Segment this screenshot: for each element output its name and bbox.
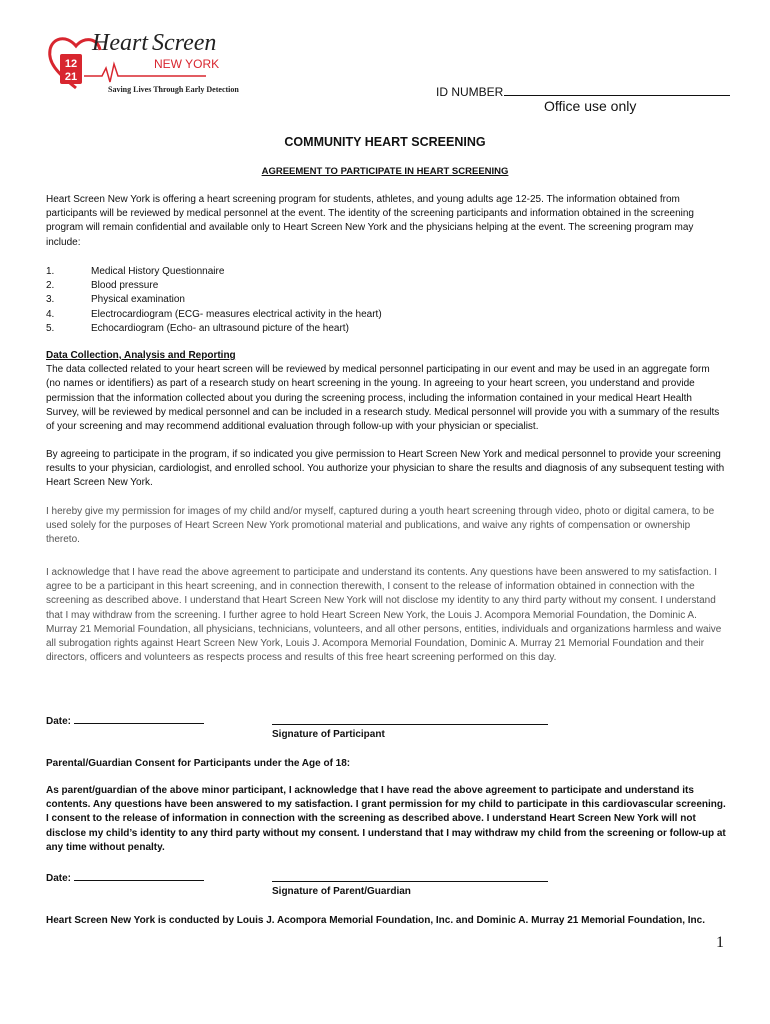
logo-graphic [46, 24, 242, 104]
id-number-row [436, 83, 730, 99]
data-collection-body: The data collected related to your heart screen will be reviewed by medical personnel participating in our event and may be used in an aggregate form (no names or identifiers) as part of a research study on heart screening in the young. In agreeing to your heart screen, you understand and provide permission that the information collected about you during the screening process, including the information contained in your medical Heart Health Survey, will be reviewed by medical personnel and can be included in a research study. Medical personnel will provide you with a summary of the results of your screening and may recommend additional evaluation through follow-up with your physician or specialist. [46, 364, 720, 433]
list-item: 3. Physical examination [46, 294, 185, 306]
logo-tagline-text: Saving Lives Through Early Detection [108, 85, 239, 94]
id-number-label: ID NUMBER [436, 85, 504, 99]
guardian-signature-label: Signature of Parent/Guardian [272, 886, 411, 897]
office-use-label: Office use only [544, 98, 637, 114]
page-number: 1 [716, 934, 724, 951]
logo-city-text: NEW YORK [154, 57, 220, 71]
guardian-date-label: Date: [46, 873, 72, 884]
participant-date-row [46, 713, 204, 727]
permission-paragraph: By agreeing to participate in the program, if so indicated you give permission to Heart Screen New York and medical personnel to provide your screening results to your physician, cardiologist, and enrolled school. You authorize your physician to share the results and diagnosis of any subsequent testing with Heart Screen New York. [46, 449, 725, 489]
list-item: 4. Electrocardiogram (ECG- measures electrical activity in the heart) [46, 308, 382, 320]
guardian-date-row [46, 870, 204, 884]
data-collection-section [46, 349, 726, 434]
badge-bottom-text: 21 [64, 71, 78, 83]
guardian-heading: Parental/Guardian Consent for Participants under the Age of 18: [46, 758, 351, 769]
guardian-paragraph: As parent/guardian of the above minor participant, I acknowledge that I have read the above agreement to participate and understand its contents. Any questions have been answered to my satisfaction. I grant permission for my child to participate in this cardiovascular screening. I consent to the release of information in connection with the screening as described above. I understand Heart Screen New York will not disclose my child’s identity to any third party without my consent. I understand that I may withdraw my child from the screening or follow-up at any time without penalty. [46, 785, 726, 853]
id-number-field[interactable] [504, 83, 730, 96]
media-permission-paragraph: I hereby give my permission for images of my child and/or myself, captured during a youth heart screening through video, photo or digital camera, to be used solely for the purposes of Heart Screen New York promotional material and publications, and waive any rights of compensation or ownership thereto. [46, 506, 715, 546]
acknowledgement-paragraph: I acknowledge that I have read the above agreement to participate and understand its contents. Any questions have been answered to my satisfaction. I agree to be a participant in this heart screening, and in connection therewith, I consent to the release of information obtained in connection with the screening as described above. I understand that Heart Screen New York will not disclose my identity to any third party without my consent. I understand that I may withdraw from the screening. I further agree to hold Heart Screen New York, the Louis J. Acompora Memorial Foundation, the Dominic A. Murray 21 Memorial Foundation, all physicians, technicians, volunteers, and all other persons, entities, individuals and organizations harmless and waive all subrogation rights against Heart Screen New York, Louis J. Acompora Memorial Foundation, Dominic A. Murray 21 Memorial Foundation and their directors, officers and volunteers as respects process and results of this free heart screening performed on this day. [46, 567, 722, 664]
logo-heart-text: Heart [92, 30, 148, 56]
intro-paragraph: Heart Screen New York is offering a heart screening program for students, athletes, and young adults age 12-25. The information obtained from participants will be reviewed by medical personnel at the event. The identity of the screening participants and information obtained in the screening program will remain confidential and available only to Heart Screen New York and the physicians helping at the event. The screening program may include: [46, 194, 694, 248]
list-item: 5. Echocardiogram (Echo- an ultrasound picture of the heart) [46, 322, 349, 334]
list-item: 2. Blood pressure [46, 280, 159, 292]
program-list [46, 265, 382, 336]
list-item: 1. Medical History Questionnaire [46, 266, 225, 277]
guardian-date-field[interactable] [74, 870, 204, 881]
badge-top-text: 12 [64, 58, 78, 70]
logo-screen-text: Screen [152, 30, 217, 56]
heart-screen-logo [46, 24, 242, 104]
guardian-signature-field[interactable] [272, 881, 548, 882]
data-collection-heading: Data Collection, Analysis and Reporting [46, 350, 236, 361]
footer-note: Heart Screen New York is conducted by Louis J. Acompora Memorial Foundation, Inc. and Dominic A. Murray 21 Memorial Foundation, Inc. [46, 915, 706, 926]
page-title: COMMUNITY HEART SCREENING [284, 135, 486, 149]
participant-signature-label: Signature of Participant [272, 729, 385, 740]
participant-signature-field[interactable] [272, 724, 548, 725]
participant-date-label: Date: [46, 716, 72, 727]
participant-date-field[interactable] [74, 713, 204, 724]
page-subtitle: AGREEMENT TO PARTICIPATE IN HEART SCREENING [261, 166, 509, 177]
